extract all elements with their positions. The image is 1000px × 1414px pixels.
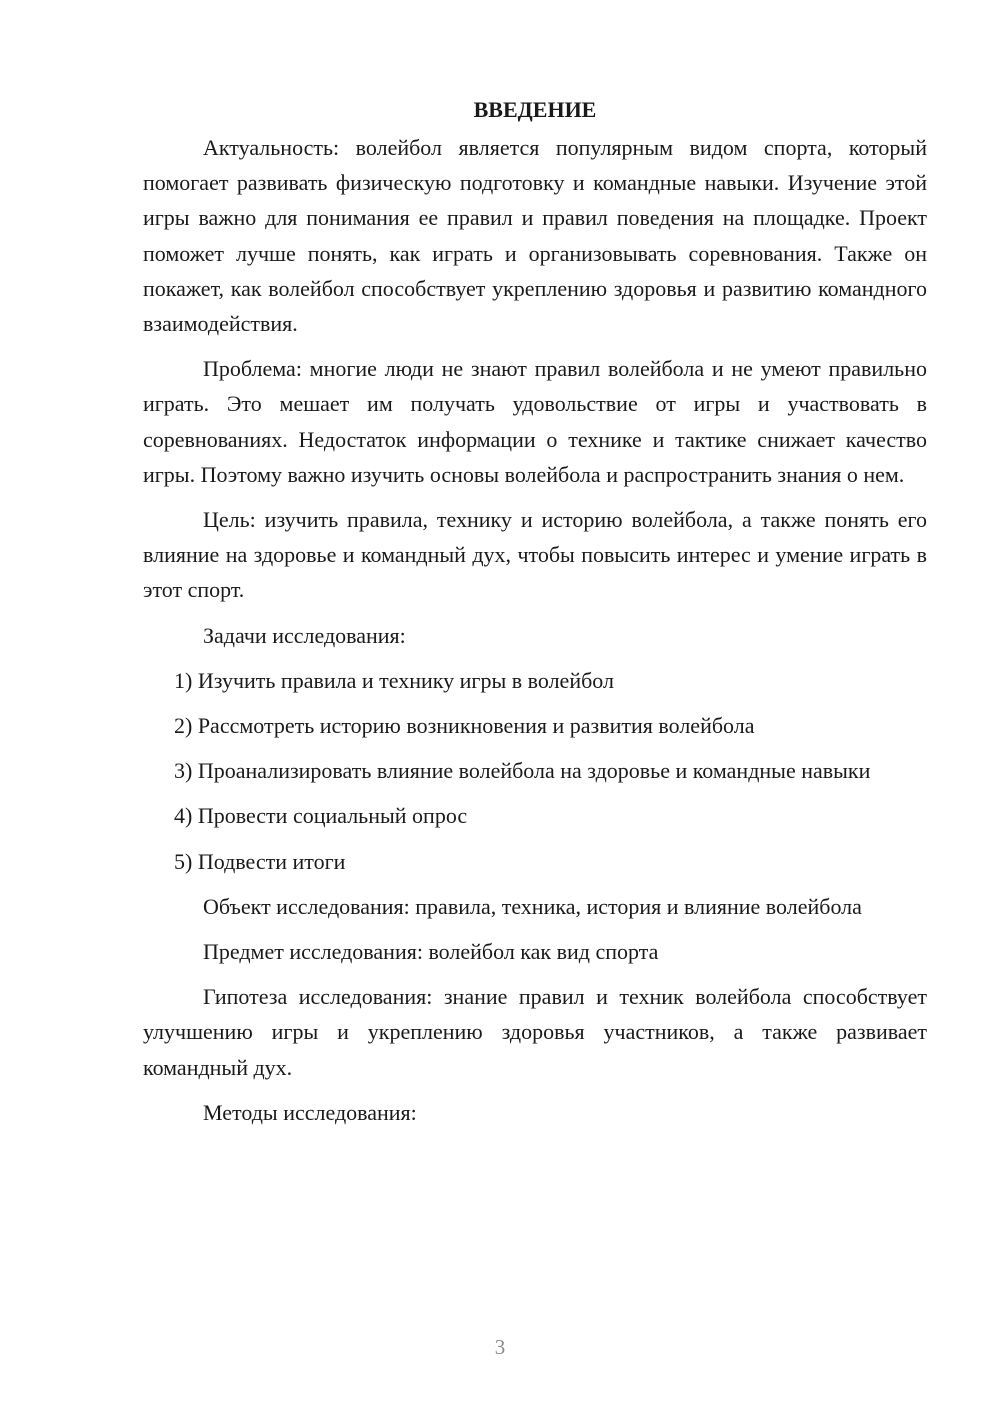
problem-paragraph: Проблема: многие люди не знают правил волейбола и не умеют правильно играть. Это мешает им получать удовольствие от игры и участвовать в соревнованиях. Недостаток информации о технике и тактике снижает качество игры. Поэтому важно изучить основы волейбола и распространить знания о нем. — [143, 356, 927, 487]
tasks-heading: Задачи исследования: — [203, 622, 406, 648]
task-item-1: 1) Изучить правила и технику игры в волейбол — [174, 667, 614, 693]
section-title: ВВЕДЕНИЕ — [473, 97, 597, 122]
methods-heading: Методы исследования: — [203, 1099, 417, 1125]
document-page — [143, 92, 927, 1140]
subject-paragraph: Предмет исследования: волейбол как вид спорта — [203, 939, 659, 965]
task-item-4: 4) Провести социальный опрос — [174, 803, 468, 829]
task-item-5: 5) Подвести итоги — [174, 848, 346, 874]
hypothesis-paragraph: Гипотеза исследования: знание правил и техник волейбола способствует улучшению игры и укреплению здоровья участников, а также развивает командный дух. — [143, 984, 927, 1080]
goal-paragraph: Цель: изучить правила, технику и историю волейбола, а также понять его влияние на здоровье и командный дух, чтобы повысить интерес и умение играть в этот спорт. — [143, 507, 927, 603]
task-item-2: 2) Рассмотреть историю возникновения и развития волейбола — [174, 713, 755, 739]
object-paragraph: Объект исследования: правила, техника, история и влияние волейбола — [203, 893, 862, 919]
page-number: 3 — [494, 1335, 506, 1359]
relevance-paragraph: Актуальность: волейбол является популярным видом спорта, который помогает развивать физическую подготовку и командные навыки. Изучение этой игры важно для понимания ее правил и правил поведения на площадке. Проект поможет лучше понять, как играть и организовывать соревнования. Также он покажет, как волейбол способствует укреплению здоровья и развитию командного взаимодействия. — [143, 135, 927, 337]
task-item-3: 3) Проанализировать влияние волейбола на здоровье и командные навыки — [174, 758, 871, 784]
